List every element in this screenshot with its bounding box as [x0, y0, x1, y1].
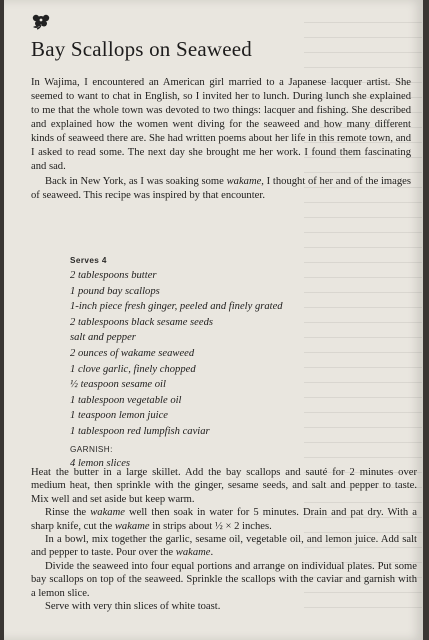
ingredient-item: ½ teaspoon sesame oil — [70, 379, 166, 391]
flower-ornament-icon — [30, 12, 52, 30]
method-step: Divide the seaweed into four equal portions and arrange on individual plates. Put some bay scallops on top of the seaweed. Sprinkle the scallops with the caviar and garnish with a lemon slice. — [31, 560, 417, 599]
method-text — [31, 466, 417, 613]
intro-paragraph: In Wajima, I encountered an American girl married to a Japanese lacquer artist. She seemed to want to chat in English, so I invited her to lunch. During lunch she explained to me that the whole town was devoted to two things: lacquer and fishing. She described and explained how the women went diving for the seaweed and how many different kinds of seaweed there are. She had written poems about her life in this remote town, and I asked to read some. The next day she brought me her work. I found them fascinating and sad. — [31, 77, 411, 172]
serves-label: Serves 4 — [70, 256, 107, 265]
method-step: In a bowl, mix together the garlic, sesame oil, vegetable oil, and lemon juice. Add salt and pepper to taste. Pour over the wakame. — [31, 534, 417, 559]
ingredient-item: 1 tablespoon red lumpfish caviar — [70, 425, 210, 437]
recipe-ingredients — [70, 256, 370, 471]
ingredient-item: 2 tablespoons black sesame seeds — [70, 316, 213, 328]
ingredient-item: 1 pound bay scallops — [70, 285, 160, 297]
method-step: Heat the butter in a large skillet. Add the bay scallops and sauté for 2 minutes over medium heat, then sprinkle with the ginger, sesame seeds, and salt and pepper to taste. Mix well and set aside but keep warm. — [31, 467, 417, 505]
garnish-item: 4 lemon slices — [70, 457, 131, 469]
garnish-label: GARNISH: — [70, 444, 113, 454]
ingredient-item: 1 tablespoon vegetable oil — [70, 394, 182, 406]
ingredient-item: 2 tablespoons butter — [70, 270, 157, 281]
ingredient-item: 1 teaspoon lemon juice — [70, 410, 168, 422]
page-title: Bay Scallops on Seaweed — [31, 37, 252, 61]
ingredient-item: 2 ounces of wakame seaweed — [70, 347, 195, 359]
method-step: Rinse the wakame well then soak in water for 5 minutes. Drain and pat dry. With a sharp knife, cut the wakame in strips about ½ × 2 inches. — [31, 507, 417, 532]
intro-text — [31, 76, 411, 203]
ingredient-item: 1-inch piece fresh ginger, peeled and finely grated — [70, 301, 283, 313]
ingredient-item: salt and pepper — [70, 332, 136, 344]
method-step: Serve with very thin slices of white toast. — [45, 601, 221, 613]
ingredient-list — [70, 268, 370, 440]
book-page — [4, 0, 423, 640]
ingredient-item: 1 clove garlic, finely chopped — [70, 363, 196, 375]
intro-paragraph: Back in New York, as I was soaking some wakame, I thought of her and of the images of seaweed. This recipe was inspired by that encounter. — [31, 176, 411, 201]
